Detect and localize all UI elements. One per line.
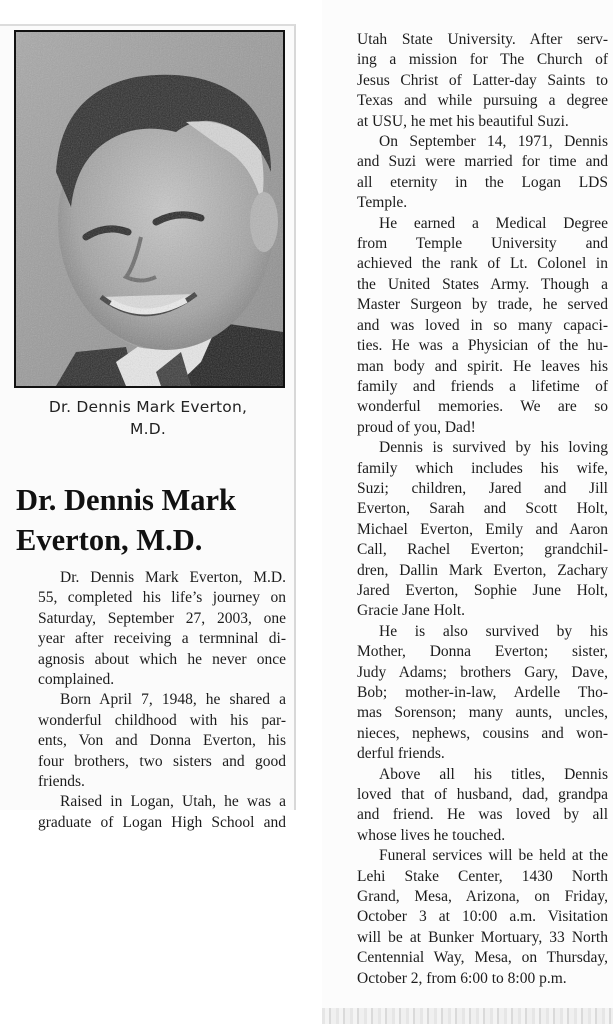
text-line: ing a mission for The Church of [357, 51, 608, 69]
text-line: 55, completed his life’s journey on [38, 589, 286, 607]
text-line: loved that of husband, dad, grandpa [357, 786, 608, 804]
text-line: Mother, Donna Everton; sister, [357, 643, 608, 661]
text-line: Lehi Stake Center, 1430 North [357, 867, 608, 885]
text-line: October 2, from 6:00 to 8:00 p.m. [357, 969, 567, 987]
text-line: Utah State University. After serv- [357, 31, 608, 48]
portrait-image [16, 32, 283, 386]
text-line: will be at Bunker Mortuary, 33 North [357, 928, 608, 946]
text-line: man body and spirit. He leaves his [357, 357, 608, 375]
paragraph-career [335, 214, 608, 438]
paragraph-tribute [335, 765, 608, 847]
text-line: graduate of Logan High School and [38, 813, 286, 831]
text-line: Grand, Mesa, Arizona, on Friday, [357, 888, 608, 906]
text-line: Raised in Logan, Utah, he was a [60, 793, 286, 811]
text-line: October 3 at 10:00 a.m. Visitation [357, 908, 608, 926]
text-line: Born April 7, 1948, he shared a [60, 691, 286, 709]
headline-line: Dr. Dennis Mark [16, 483, 237, 517]
portrait-photo [14, 30, 285, 388]
text-line: wonderful childhood with his par- [38, 711, 286, 729]
paragraph-birth [16, 690, 286, 792]
text-line: Gracie Jane Holt. [357, 602, 466, 620]
caption-line: Dr. Dennis Mark Everton, [48, 398, 248, 416]
text-line: whose lives he touched. [357, 826, 506, 844]
text-line: He earned a Medical Degree [379, 214, 608, 232]
text-line: at USU, he met his beautiful Suzi. [357, 112, 569, 130]
text-line: ties. He was a Physician of the hu- [357, 337, 608, 355]
text-line: four brothers, two sisters and good [38, 752, 286, 770]
caption-line: M.D. [130, 420, 166, 438]
text-line: derful friends. [357, 745, 445, 763]
text-line: Suzi; children, Jared and Jill [357, 479, 608, 497]
text-line: dren, Dallin Mark Everton, Zachary [357, 561, 608, 579]
text-line: friends. [38, 773, 85, 791]
right-column-body [335, 30, 608, 989]
text-line: mas Sorenson; many aunts, uncles, [357, 704, 608, 722]
text-line: year after receiving a termninal di- [38, 630, 286, 648]
text-line: agnosis about which he never once [38, 650, 286, 668]
text-line: Above all his titles, Dennis [379, 765, 608, 783]
text-line: complained. [38, 671, 115, 689]
photo-caption [0, 396, 296, 440]
text-line: and was loved in so many capaci- [357, 316, 608, 334]
left-column-body [16, 568, 286, 833]
obituary-clipping-left [0, 24, 296, 831]
text-line: achieved the rank of Lt. Colonel in [357, 255, 608, 273]
text-line: On September 14, 1971, Dennis [379, 133, 608, 151]
text-line: nieces, nephews, cousins and won- [357, 724, 608, 742]
text-line: the United States Army. Though a [357, 275, 608, 293]
text-line: He is also survived by his [379, 622, 608, 640]
text-line: Saturday, September 27, 2003, one [38, 609, 286, 627]
paragraph-funeral-services [335, 846, 608, 989]
text-line: Jesus Christ of Latter-day Saints to [357, 71, 608, 89]
text-line: Michael Everton, Emily and Aaron [357, 520, 608, 538]
paragraph-education-continued [335, 30, 608, 132]
obituary-clipping-right [322, 0, 613, 1024]
paragraph-extended-family [335, 622, 608, 765]
text-line: Funeral services will be held at the [379, 847, 608, 865]
text-line: proud of you, Dad! [357, 418, 476, 436]
text-line: family which includes his wife, [357, 459, 608, 477]
paragraph-marriage [335, 132, 608, 214]
paragraph-education [16, 792, 286, 833]
text-line: from Temple University and [357, 235, 608, 253]
text-line: Centennial Way, Mesa, on Thursday, [357, 949, 608, 967]
text-line: all eternity in the Logan LDS [357, 173, 608, 191]
headline-line: Everton, M.D. [16, 523, 203, 557]
paragraph-survivors [335, 438, 608, 622]
text-line: wonderful memories. We are so [357, 398, 608, 416]
text-line: Call, Rachel Everton; grandchil- [357, 541, 608, 559]
text-line: Judy Adams; brothers Gary, Dave, [357, 663, 608, 681]
text-line: Dennis is survived by his loving [379, 439, 608, 457]
obituary-headline [16, 480, 292, 560]
text-line: family and friends a lifetime of [357, 377, 608, 395]
text-line: Bob; mother-in-law, Ardelle Tho- [357, 684, 608, 701]
clipping-torn-edge [322, 1008, 613, 1024]
paragraph-death-announcement [16, 568, 286, 690]
text-line: Master Surgeon by trade, he served [357, 296, 608, 314]
text-line: and friend. He was loved by all [357, 806, 608, 824]
text-line: ents, Von and Donna Everton, his [38, 732, 286, 750]
text-line: Everton, Sarah and Scott Holt, [357, 500, 608, 518]
text-line: and Suzi were married for time and [357, 153, 608, 171]
text-line: Texas and while pursuing a degree [357, 92, 608, 110]
text-line: Jared Everton, Sophie June Holt, [357, 581, 608, 599]
text-line: Temple. [357, 194, 408, 212]
text-line: Dr. Dennis Mark Everton, M.D. [60, 569, 286, 586]
